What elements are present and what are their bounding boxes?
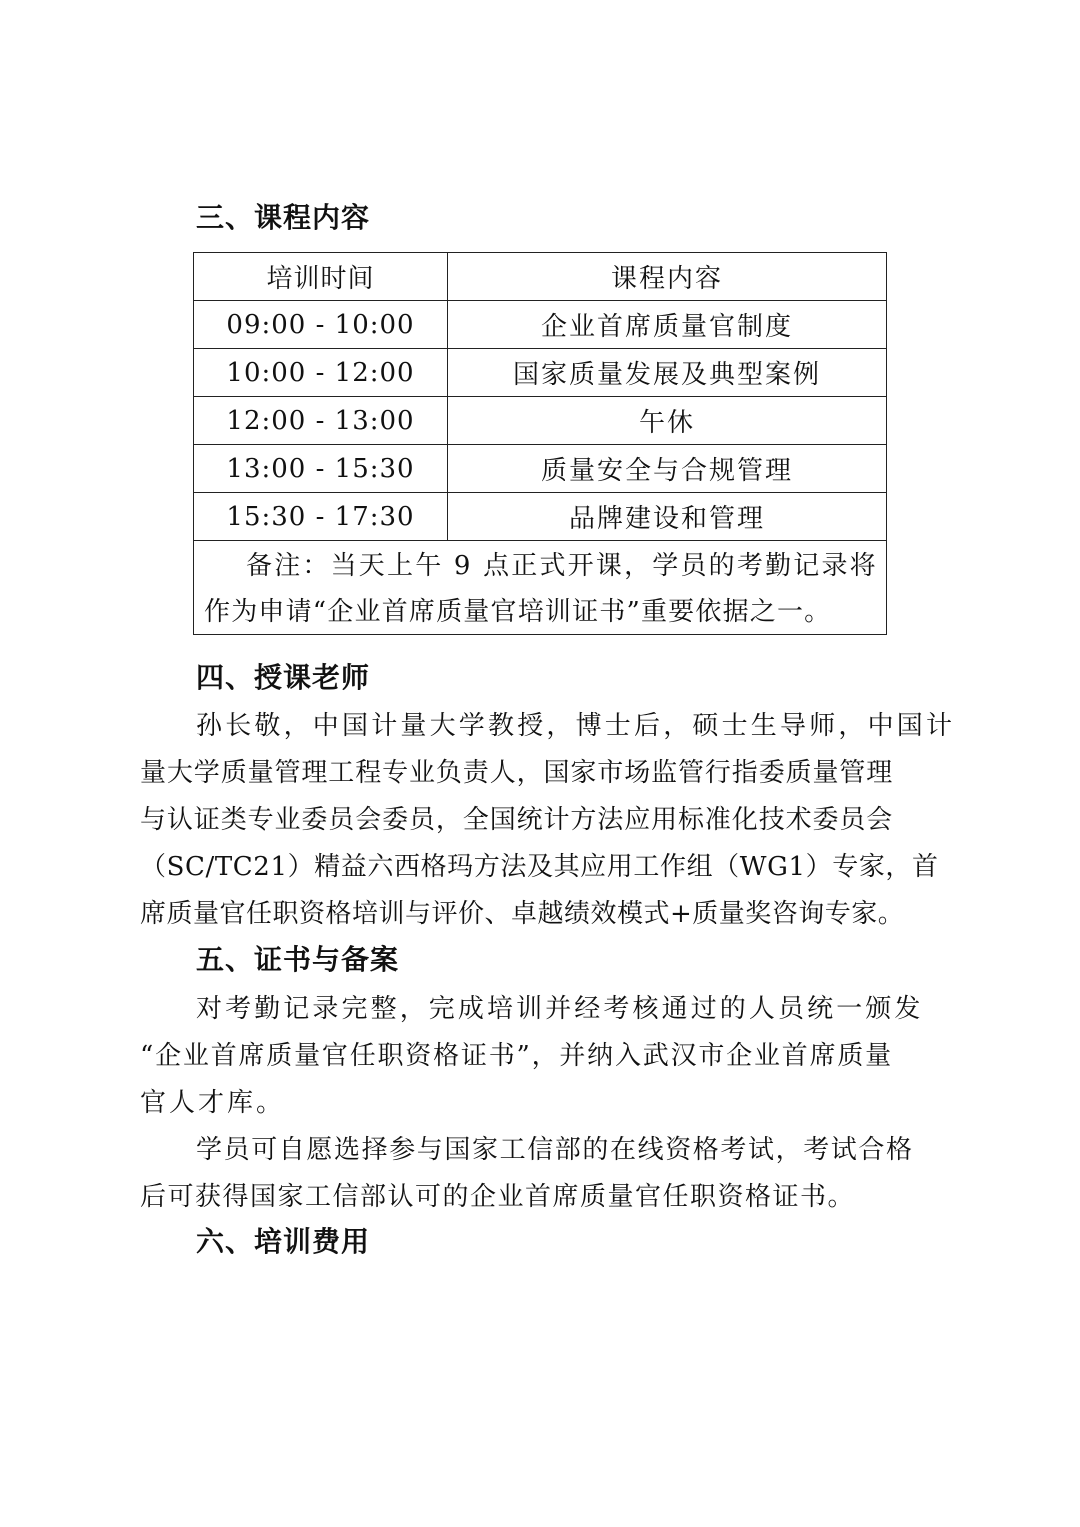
table-row bbox=[194, 397, 886, 445]
teacher-line: （SC/TC21）精益六西格玛方法及其应用工作组（WG1）专家，首 bbox=[140, 852, 939, 882]
table-row bbox=[194, 349, 886, 397]
teacher-line: 孙长敬，中国计量大学教授，博士后，硕士生导师，中国计 bbox=[196, 711, 956, 741]
header-content: 课程内容 bbox=[610, 264, 723, 294]
row-content: 企业首席质量官制度 bbox=[540, 312, 793, 342]
row-content: 质量安全与合规管理 bbox=[540, 456, 793, 486]
teacher-line: 席质量官任职资格培训与评价、卓越绩效模式+质量奖咨询专家。 bbox=[140, 899, 905, 929]
teacher-line: 量大学质量管理工程专业负责人，国家市场监管行指委质量管理 bbox=[140, 758, 894, 788]
schedule-table bbox=[193, 252, 887, 635]
table-row bbox=[194, 301, 886, 349]
table-header-row bbox=[194, 253, 886, 301]
note-line: 备注：当天上午 9 点正式开课，学员的考勤记录将 bbox=[246, 551, 878, 581]
teacher-line: 与认证类专业委员会委员，全国统计方法应用标准化技术委员会 bbox=[140, 805, 894, 835]
row-content: 国家质量发展及典型案例 bbox=[512, 360, 821, 390]
table-row bbox=[194, 493, 886, 541]
row-time: 10:00 - 12:00 bbox=[194, 349, 448, 396]
row-time: 12:00 - 13:00 bbox=[194, 397, 448, 444]
row-time: 15:30 - 17:30 bbox=[194, 493, 448, 540]
row-content: 午休 bbox=[638, 408, 695, 438]
certificate-line: 学员可自愿选择参与国家工信部的在线资格考试，考试合格 bbox=[196, 1135, 914, 1165]
certificate-line: 后可获得国家工信部认可的企业首席质量官任职资格证书。 bbox=[140, 1182, 856, 1212]
row-time: 13:00 - 15:30 bbox=[194, 445, 448, 492]
certificate-line: “企业首席质量官任职资格证书”，并纳入武汉市企业首席质量 bbox=[140, 1041, 893, 1071]
note-line: 作为申请“企业首席质量官培训证书”重要依据之一。 bbox=[204, 597, 832, 627]
row-content: 品牌建设和管理 bbox=[568, 504, 765, 534]
header-time: 培训时间 bbox=[194, 253, 448, 300]
section-title-teacher: 四、授课老师 bbox=[196, 661, 371, 694]
row-time: 09:00 - 10:00 bbox=[194, 301, 448, 348]
certificate-line: 官人才库。 bbox=[140, 1088, 286, 1118]
table-note bbox=[194, 541, 886, 634]
table-row bbox=[194, 445, 886, 493]
certificate-line: 对考勤记录完整，完成培训并经考核通过的人员统一颁发 bbox=[196, 994, 924, 1024]
section-title-certificate: 五、证书与备案 bbox=[196, 943, 400, 976]
section-title-course-content: 三、课程内容 bbox=[196, 201, 371, 234]
section-title-fees: 六、培训费用 bbox=[196, 1225, 371, 1258]
